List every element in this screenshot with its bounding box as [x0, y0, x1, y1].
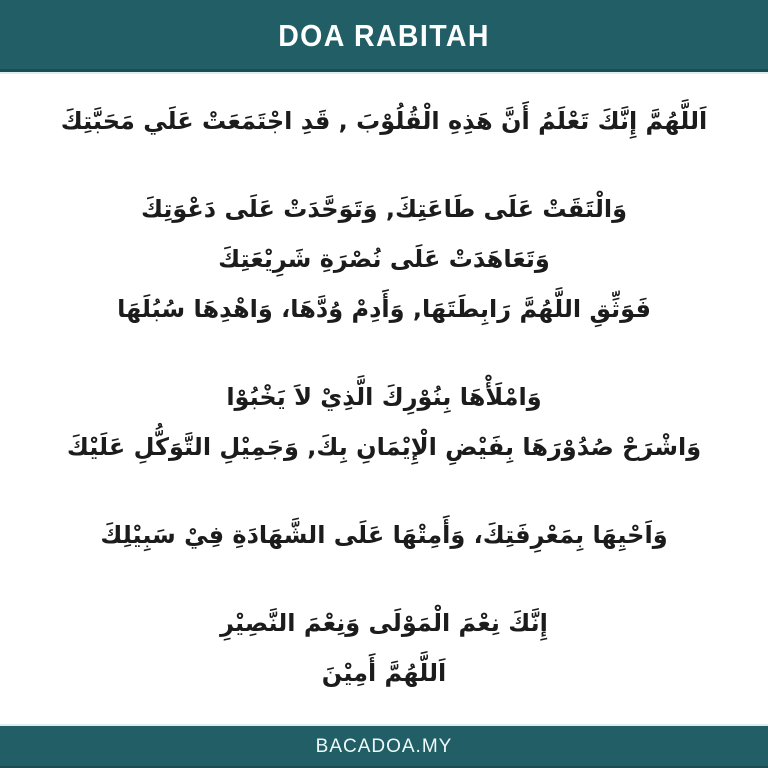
prayer-line: وَامْلَأْهَا بِنُوْرِكَ الَّذِيْ لاَ يَخْبُوْا	[226, 383, 542, 411]
prayer-line: فَوَثِّقِ اللَّهُمَّ رَابِطَتَهَا, وَأَدِمْ وُدَّهَا، وَاهْدِهَا سُبُلَهَا	[117, 295, 651, 323]
prayer-line: وَتَعَاهَدَتْ عَلَى نُصْرَةِ شَرِيْعَتِكَ	[218, 245, 550, 273]
prayer-line: اَللَّهُمَّ إِنَّكَ تَعْلَمُ أَنَّ هَذِهِ الْقُلُوْبَ , قَدِ اجْتَمَعَتْ عَلَي مَحَبَّتِكَ	[60, 107, 708, 135]
footer-bar	[0, 724, 768, 768]
prayer-stanza-2	[0, 184, 768, 334]
prayer-stanza-1	[0, 96, 768, 146]
prayer-line: إِنَّكَ نِعْمَ الْمَوْلَى وَنِعْمَ النَّصِيْرِ	[220, 609, 548, 637]
prayer-line: اَللَّهُمَّ أَمِيْنَ	[321, 659, 447, 687]
header-bar	[0, 0, 768, 74]
prayer-body	[0, 76, 768, 722]
prayer-line: وَاَحْيِهَا بِمَعْرِفَتِكَ، وَأَمِتْهَا عَلَى الشَّهَادَةِ فِيْ سَبِيْلِكَ	[100, 521, 668, 549]
site-name: BACADOA.MY	[315, 736, 453, 757]
prayer-stanza-3	[0, 372, 768, 472]
prayer-line: وَالْتَقَتْ عَلَى طَاعَتِكَ, وَتَوَحَّدَتْ عَلَى دَعْوَتِكَ	[141, 195, 627, 223]
prayer-line: وَاشْرَحْ صُدُوْرَهَا بِفَيْضِ الْإِيْمَانِ بِكَ, وَجَمِيْلِ التَّوَكُّلِ عَلَيْكَ	[66, 433, 702, 461]
prayer-stanza-4	[0, 510, 768, 560]
page-title: DOA RABITAH	[278, 18, 490, 53]
prayer-stanza-5	[0, 598, 768, 698]
